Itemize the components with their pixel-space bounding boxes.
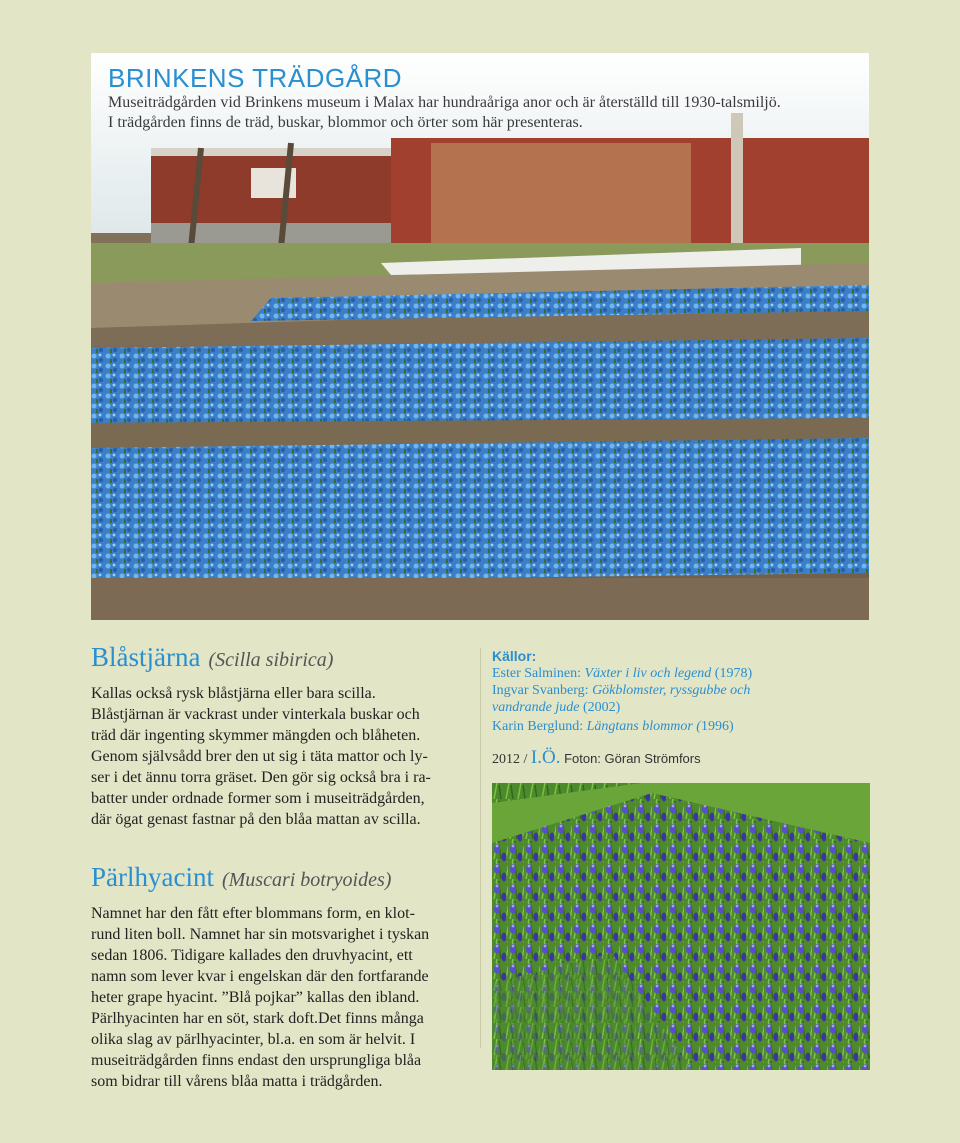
body-line: träd där ingenting skymmer mängden och blåheten. — [91, 727, 421, 744]
body-line: namn som lever kvar i engelskan där den fortfarande — [91, 968, 429, 985]
body-line: Kallas också rysk blåstjärna eller bara scilla. — [91, 685, 376, 702]
body-line: Blåstjärnan är vackrast under vinterkala buskar och — [91, 706, 420, 723]
section-body — [91, 683, 476, 830]
body-line: där ögat genast fastnar på den blåa mattan av scilla. — [91, 811, 421, 828]
credit-photographer: Foton: Göran Strömfors — [560, 751, 701, 766]
section-title: Pärlhyacint — [91, 862, 214, 892]
section-muscari — [91, 860, 476, 1092]
section-body — [91, 903, 476, 1092]
source-author: Ingvar Svanberg: — [492, 683, 593, 698]
source-3 — [492, 718, 872, 735]
muscari-photo — [492, 783, 870, 1070]
column-divider — [480, 648, 481, 1048]
muscari-illustration — [492, 783, 870, 1070]
intro-text-line-1: Museiträdgården vid Brinkens museum i Malax har hundraåriga anor och är återställd till 1930-talsmiljö. — [108, 94, 781, 111]
body-line: som bidrar till vårens blåa matta i trädgården. — [91, 1073, 383, 1090]
source-title: Växter i liv och legend — [584, 666, 712, 681]
section-latin-name: (Muscari botryoides) — [221, 869, 392, 891]
section-title: Blåstjärna — [91, 642, 201, 672]
body-line: rund liten boll. Namnet har sin motsvarighet i tyskan — [91, 926, 430, 943]
source-title: vandrande jude — [492, 700, 580, 715]
hero-photo-scilla-garden — [91, 53, 869, 620]
section-heading — [91, 860, 476, 897]
sources-heading: Källor: — [492, 648, 537, 664]
source-2-cont — [492, 699, 872, 716]
source-2 — [492, 682, 872, 699]
source-title: Gökblomster, ryssgubbe och — [592, 683, 751, 698]
section-latin-name: (Scilla sibirica) — [208, 649, 334, 671]
sources-column — [492, 648, 872, 769]
section-scilla — [91, 640, 476, 830]
body-line: batter under ordnade former som i museiträdgården, — [91, 790, 425, 807]
source-year: 1996) — [700, 719, 734, 734]
body-line: olika slag av pärlhyacinter, bl.a. en som är helvit. I — [91, 1031, 416, 1048]
photo-credit — [492, 747, 872, 769]
source-title: Längtans blommor ( — [586, 719, 701, 734]
scilla-garden-illustration — [91, 53, 869, 620]
body-line: Pärlhyacinten har en söt, stark doft.Det finns många — [91, 1010, 424, 1027]
intro-text-line-2: I trädgården finns de träd, buskar, blommor och örter som här presenteras. — [108, 114, 583, 131]
body-line: ser i det ännu torra gräset. Den gör sig också bra i ra- — [91, 769, 431, 786]
main-text-column — [91, 640, 476, 1092]
source-author: Ester Salminen: — [492, 666, 585, 681]
source-year: (2002) — [579, 700, 621, 715]
body-line: sedan 1806. Tidigare kallades den druvhyacint, ett — [91, 947, 413, 964]
body-line: Genom självsådd brer den ut sig i täta mattor och ly- — [91, 748, 428, 765]
source-year: (1978) — [711, 666, 753, 681]
page-title: BRINKENS TRÄDGÅRD — [108, 63, 403, 93]
credit-initials: I.Ö. — [530, 747, 561, 768]
body-line: heter grape hyacint. ”Blå pojkar” kallas den ibland. — [91, 989, 420, 1006]
source-author: Karin Berglund: — [492, 719, 587, 734]
body-line: museiträdgården finns endast den ursprungliga blåa — [91, 1052, 422, 1069]
body-line: Namnet har den fått efter blommans form, en klot- — [91, 905, 415, 922]
source-1 — [492, 665, 872, 682]
section-heading — [91, 640, 476, 677]
credit-year: 2012 / — [492, 752, 531, 767]
